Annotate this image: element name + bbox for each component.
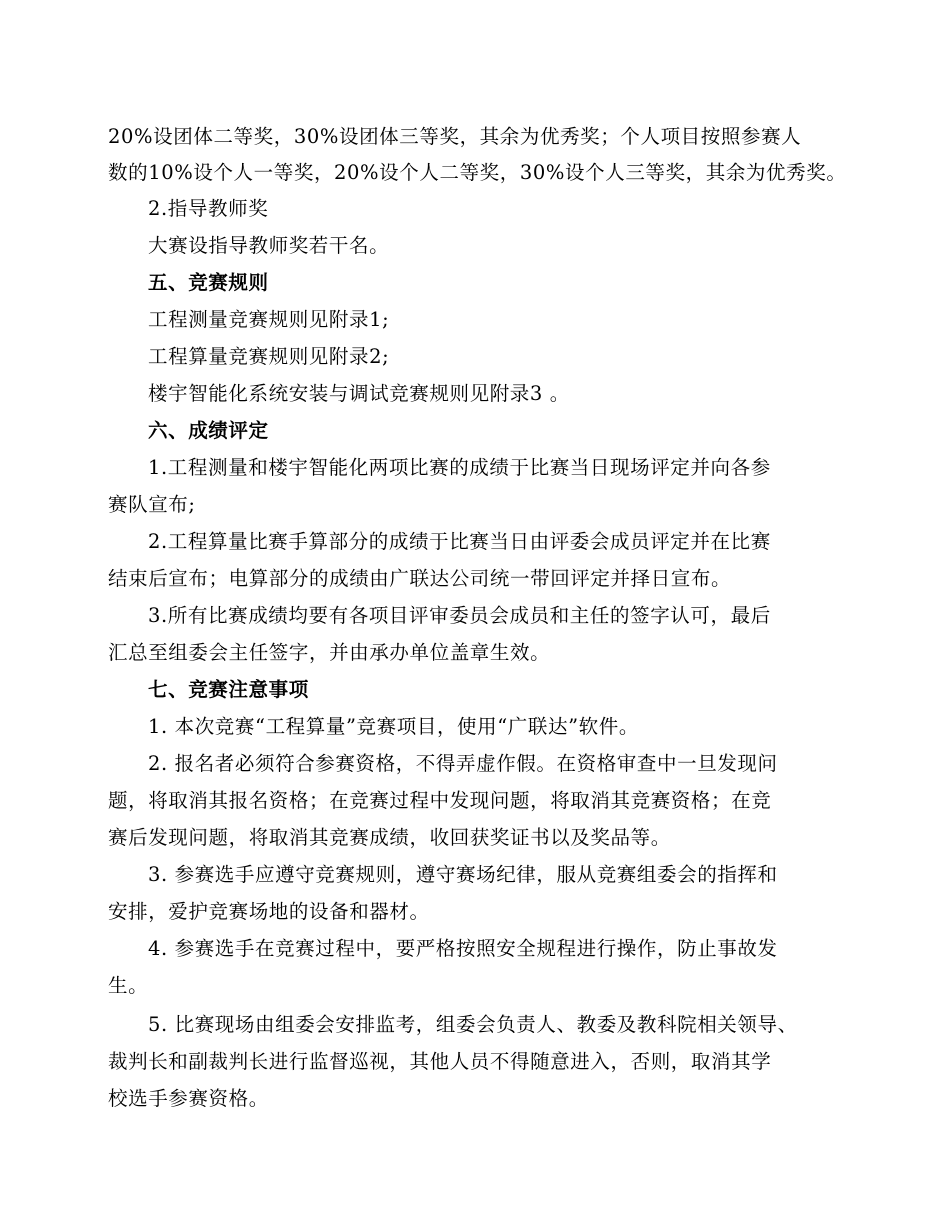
body-line: 3. 参赛选手应遵守竞赛规则，遵守赛场纪律，服从竞赛组委会的指挥和 (148, 863, 778, 886)
body-line: 汇总至组委会主任签字，并由承办单位盖章生效。 (108, 641, 551, 664)
body-line: 2.指导教师奖 (148, 197, 269, 220)
body-line: 2.工程算量比赛手算部分的成绩于比赛当日由评委会成员评定并在比赛 (148, 530, 771, 553)
body-line: 结束后宣布；电算部分的成绩由广联达公司统一带回评定并择日宣布。 (108, 567, 732, 590)
body-line: 工程算量竞赛规则见附录2; (148, 345, 390, 368)
body-line: 20%设团体二等奖，30%设团体三等奖，其余为优秀奖；个人项目按照参赛人 (108, 125, 802, 148)
body-line: 赛后发现问题，将取消其竞赛成绩，收回获奖证书以及奖品等。 (108, 826, 671, 849)
section-heading: 五、竞赛规则 (148, 271, 269, 294)
body-line: 题，将取消其报名资格；在竞赛过程中发现问题，将取消其竞赛资格；在竞 (108, 789, 772, 812)
body-line: 赛队宣布; (108, 493, 196, 516)
body-line: 生。 (108, 974, 149, 997)
body-line: 工程测量竞赛规则见附录1; (148, 308, 390, 331)
section-heading: 七、竞赛注意事项 (148, 678, 309, 701)
body-line: 5. 比赛现场由组委会安排监考，组委会负责人、教委及教科院相关领导、 (148, 1013, 798, 1036)
body-line: 3.所有比赛成绩均要有各项目评审委员会成员和主任的签字认可，最后 (148, 604, 771, 627)
body-line: 大赛设指导教师奖若干名。 (148, 234, 390, 257)
body-line: 安排，爱护竞赛场地的设备和器材。 (108, 900, 430, 923)
body-line: 裁判长和副裁判长进行监督巡视，其他人员不得随意进入，否则，取消其学 (108, 1050, 772, 1073)
body-line: 楼宇智能化系统安装与调试竞赛规则见附录3 。 (148, 382, 570, 405)
section-heading: 六、成绩评定 (148, 419, 269, 442)
body-line: 数的10%设个人一等奖，20%设个人二等奖，30%设个人三等奖，其余为优秀奖。 (108, 161, 847, 184)
body-line: 1. 本次竞赛“工程算量”竞赛项目，使用“广联达”软件。 (148, 715, 639, 738)
body-line: 4. 参赛选手在竞赛过程中，要严格按照安全规程进行操作，防止事故发 (148, 937, 778, 960)
body-line: 校选手参赛资格。 (108, 1087, 269, 1110)
body-line: 1.工程测量和楼宇智能化两项比赛的成绩于比赛当日现场评定并向各参 (148, 456, 771, 479)
body-line: 2. 报名者必须符合参赛资格，不得弄虚作假。在资格审查中一旦发现问 (148, 752, 778, 775)
